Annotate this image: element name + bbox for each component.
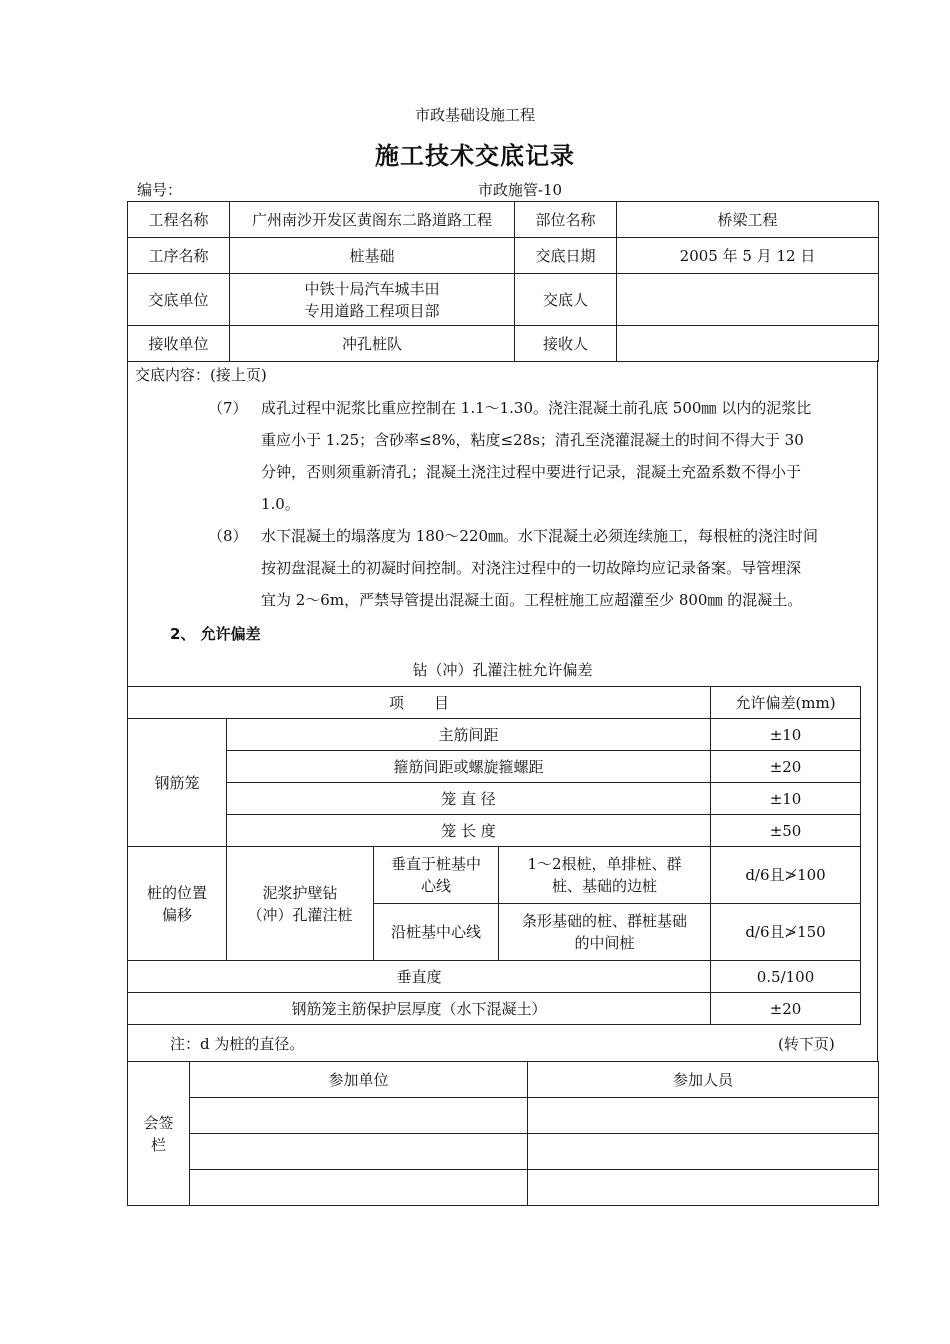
- position-description-line2: 桩、基础的边桩: [552, 877, 658, 895]
- document-subtitle: 市政基础设施工程: [414, 106, 535, 124]
- info-table: [127, 201, 879, 362]
- position-direction-line2: 心线: [420, 877, 451, 895]
- cover-value: ±20: [711, 993, 861, 1025]
- process-name: 桩基础: [230, 238, 515, 274]
- part-name-label: 部位名称: [515, 202, 617, 238]
- position-direction: 沿桩基中心线: [374, 904, 499, 961]
- continued-label: (转下页): [778, 1035, 835, 1053]
- date-value: 2005 年 5 月 12 日: [617, 238, 879, 274]
- verticality-value: 0.5/100: [711, 961, 861, 993]
- position-description: [499, 904, 711, 961]
- signoff-label-line2: 栏: [150, 1135, 166, 1154]
- cage-row-item: 笼 长 度: [227, 815, 711, 847]
- section-title: 2、 允许偏差: [170, 625, 261, 643]
- project-name-label: 工程名称: [128, 202, 230, 238]
- number-label: 编号：: [137, 181, 183, 199]
- item-7-line3: 分钟，否则须重新清孔；混凝土浇注过程中要进行记录，混凝土充盈系数不得小于: [261, 463, 802, 481]
- position-value: d/6且≯150: [711, 904, 861, 961]
- signoff-label-line1: 会签: [143, 1113, 174, 1132]
- position-description: [499, 847, 711, 904]
- cover-item: 钢筋笼主筋保护层厚度（水下混凝土）: [128, 993, 711, 1025]
- issuer-unit-label: 交底单位: [128, 274, 230, 326]
- content-label: 交底内容：(接上页): [135, 366, 267, 384]
- position-group-line2: 偏移: [161, 905, 192, 924]
- receiver-person-label: 接收人: [515, 326, 617, 362]
- cage-row-item: 笼 直 径: [227, 783, 711, 815]
- signoff-col-unit: 参加单位: [190, 1062, 528, 1098]
- tolerance-title: 钻（冲）孔灌注桩允许偏差: [412, 661, 593, 679]
- part-name: 桥梁工程: [617, 202, 879, 238]
- tolerance-table: [127, 686, 861, 1025]
- item-7-line2: 重应小于 1.25；含砂率≤8%，粘度≤28s；清孔至浇灌混凝土的时间不得大于 30: [261, 431, 804, 449]
- position-type-line2: （冲）孔灌注桩: [247, 905, 353, 924]
- cage-row-value: ±20: [711, 751, 861, 783]
- signoff-person-cell[interactable]: [528, 1134, 879, 1170]
- issuer-unit-line2: 专用道路工程项目部: [304, 301, 440, 320]
- item-7-line1: 成孔过程中泥浆比重应控制在 1.1～1.30。浇注混凝土前孔底 500㎜ 以内的泥浆比: [261, 399, 812, 417]
- item-7-number: （7）: [208, 399, 248, 417]
- signoff-label: [128, 1062, 190, 1206]
- position-type-label: [227, 847, 374, 961]
- cage-row-value: ±10: [711, 719, 861, 751]
- signoff-person-cell[interactable]: [528, 1170, 879, 1206]
- position-direction: [374, 847, 499, 904]
- receiver-unit: 冲孔桩队: [230, 326, 515, 362]
- position-description-line2: 的中间桩: [574, 934, 635, 952]
- tolerance-header-value: 允许偏差(mm): [711, 687, 861, 719]
- issuer-person-label: 交底人: [515, 274, 617, 326]
- cage-group-label: 钢筋笼: [128, 719, 227, 847]
- document-title: 施工技术交底记录: [375, 141, 575, 170]
- item-8-line3: 宜为 2～6m，严禁导管提出混凝土面。工程桩施工应超灌至少 800㎜ 的混凝土。: [261, 591, 803, 609]
- item-7-text: [261, 392, 871, 520]
- cage-row-item: 箍筋间距或螺旋箍螺距: [227, 751, 711, 783]
- receiver-person: [617, 326, 879, 362]
- cage-row-item: 主筋间距: [227, 719, 711, 751]
- signoff-unit-cell[interactable]: [190, 1170, 528, 1206]
- signoff-unit-cell[interactable]: [190, 1098, 528, 1134]
- position-group-line1: 桩的位置: [146, 883, 207, 902]
- item-8-line1: 水下混凝土的塌落度为 180～220㎜。水下混凝土必须连续施工，每根桩的浇注时间: [261, 527, 819, 545]
- verticality-item: 垂直度: [128, 961, 711, 993]
- project-name: 广州南沙开发区黄阁东二路道路工程: [230, 202, 515, 238]
- item-8-text: [261, 520, 871, 616]
- date-label: 交底日期: [515, 238, 617, 274]
- signoff-unit-cell[interactable]: [190, 1134, 528, 1170]
- position-group-label: [128, 847, 227, 961]
- issuer-person: [617, 274, 879, 326]
- number-value: 市政施管-10: [477, 181, 563, 199]
- issuer-unit-line1: 中铁十局汽车城丰田: [304, 279, 440, 298]
- signoff-col-person: 参加人员: [528, 1062, 879, 1098]
- cage-row-value: ±50: [711, 815, 861, 847]
- cage-row-value: ±10: [711, 783, 861, 815]
- position-type-line1: 泥浆护壁钻: [262, 883, 338, 902]
- item-7-line4: 1.0。: [261, 495, 300, 513]
- tolerance-header-item: 项 目: [128, 687, 711, 719]
- position-value: d/6且≯100: [711, 847, 861, 904]
- signoff-table: [127, 1061, 879, 1206]
- item-8-line2: 按初盘混凝土的初凝时间控制。对浇注过程中的一切故障均应记录备案。导管埋深: [261, 559, 802, 577]
- item-8-number: （8）: [208, 527, 248, 545]
- position-direction-line1: 垂直于桩基中: [390, 855, 481, 873]
- position-description-line1: 1～2根桩，单排桩、群: [527, 855, 682, 873]
- signoff-person-cell[interactable]: [528, 1098, 879, 1134]
- process-name-label: 工序名称: [128, 238, 230, 274]
- issuer-unit: [230, 274, 515, 326]
- position-description-line1: 条形基础的桩、群桩基础: [522, 912, 688, 930]
- note: 注：d 为桩的直径。: [170, 1035, 305, 1053]
- receiver-unit-label: 接收单位: [128, 326, 230, 362]
